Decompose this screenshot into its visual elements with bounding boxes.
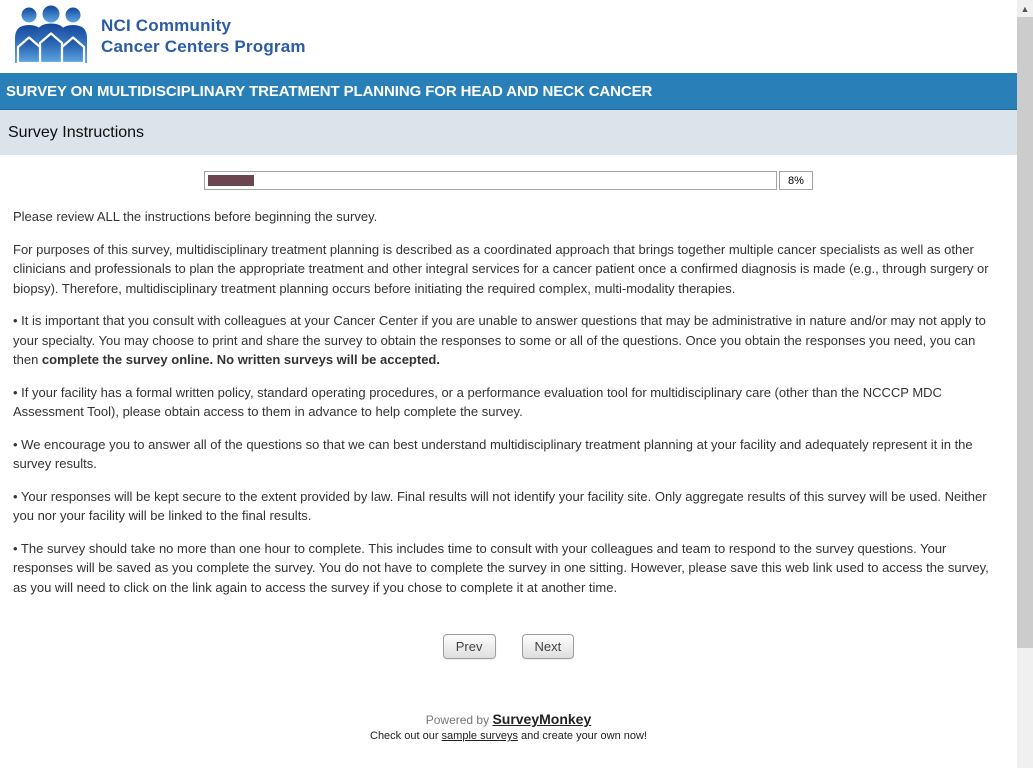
progress-percent-box bbox=[779, 171, 813, 190]
instructions-paragraph bbox=[13, 487, 1004, 526]
page-title: Survey Instructions bbox=[8, 123, 145, 141]
scrollbar[interactable] bbox=[1017, 0, 1033, 768]
instructions-body bbox=[0, 190, 1017, 597]
instructions-paragraph bbox=[13, 311, 1004, 370]
logo-text-line2: Cancer Centers Program bbox=[101, 36, 306, 56]
site-header bbox=[0, 0, 1017, 73]
prev-button[interactable]: Prev bbox=[443, 634, 496, 659]
ncccp-logo bbox=[12, 5, 306, 68]
next-button[interactable]: Next bbox=[522, 634, 575, 659]
promo-prefix: Check out our bbox=[370, 730, 442, 742]
survey-title: SURVEY ON MULTIDISCIPLINARY TREATMENT PLANNING FOR HEAD AND NECK CANCER bbox=[6, 82, 653, 100]
scrollbar-thumb[interactable] bbox=[1017, 17, 1033, 648]
powered-by-text: Powered by bbox=[425, 713, 493, 727]
paragraph-text: • It is important that you consult with colleagues at your Cancer Center if you are unable to answer questions that may be administrative in nature and/or may not apply to your specialty. You may choose to print and share the survey to obtain the responses to some or all of the questions. Once you obtain the responses you need, you can then bbox=[13, 313, 986, 367]
paragraph-text: • The survey should take no more than one hour to complete. This includes time to consult with your colleagues and team to respond to the survey questions. Your responses will be saved as you complete the survey. You do not have to complete the survey in one sitting. However, please save this web link used to access the survey, as you will need to click on the link again to access the survey if you chose to complete it at another time. bbox=[13, 540, 989, 595]
scrollbar-up-arrow-icon[interactable]: ▲ bbox=[1017, 0, 1033, 17]
surveymonkey-link[interactable]: SurveyMonkey bbox=[492, 711, 592, 727]
sample-surveys-link[interactable]: sample surveys bbox=[441, 730, 518, 742]
survey-title-banner bbox=[0, 73, 1017, 110]
footer bbox=[0, 711, 1017, 742]
promo-suffix: and create your own now! bbox=[517, 730, 647, 742]
paragraph-text: For purposes of this survey, multidisciplinary treatment planning is described as a coordinated approach that brings together multiple cancer specialists as well as other clinicians and professionals to plan the appropriate treatment and other integral services for a cancer patient once a confirmed diagnosis is made (e.g., through surgery or biopsy). Therefore, multidisciplinary treatment planning occurs before initiating the required complex, multi-modality therapies. bbox=[13, 241, 989, 296]
paragraph-text: • Your responses will be kept secure to the extent provided by law. Final results will not identify your facility site. Only aggregate results of this survey will be used. Neither you nor your facility will be linked to the final results. bbox=[13, 488, 987, 523]
instructions-paragraph bbox=[13, 539, 1004, 598]
section-header bbox=[0, 110, 1017, 155]
instructions-paragraph bbox=[13, 207, 1004, 227]
logo-text-line1: NCI Community bbox=[101, 16, 232, 36]
paragraph-text: • If your facility has a formal written policy, standard operating procedures, or a performance evaluation tool for multidisciplinary care (other than the NCCCP MDC Assessment Tool), please obtain access to them in advance to help complete the survey. bbox=[13, 384, 942, 419]
progress-percent-label: 8% bbox=[788, 174, 804, 187]
powered-by-line bbox=[0, 711, 1017, 727]
promo-line bbox=[0, 730, 1017, 742]
paragraph-bold-text: complete the survey online. No written surveys will be accepted. bbox=[41, 352, 440, 367]
instructions-paragraph bbox=[13, 240, 1004, 299]
ncccp-people-houses-icon bbox=[12, 5, 90, 68]
instructions-paragraph bbox=[13, 383, 1004, 422]
logo-text bbox=[101, 16, 306, 56]
nav-buttons bbox=[0, 634, 1017, 659]
progress-row bbox=[0, 171, 1017, 190]
paragraph-text: • We encourage you to answer all of the questions so that we can best understand multidisciplinary treatment planning at your facility and adequately represent it in the survey results. bbox=[13, 436, 973, 471]
paragraph-text: Please review ALL the instructions before beginning the survey. bbox=[13, 209, 378, 224]
instructions-paragraph bbox=[13, 435, 1004, 474]
progress-bar bbox=[204, 171, 777, 190]
progress-fill bbox=[208, 175, 254, 186]
